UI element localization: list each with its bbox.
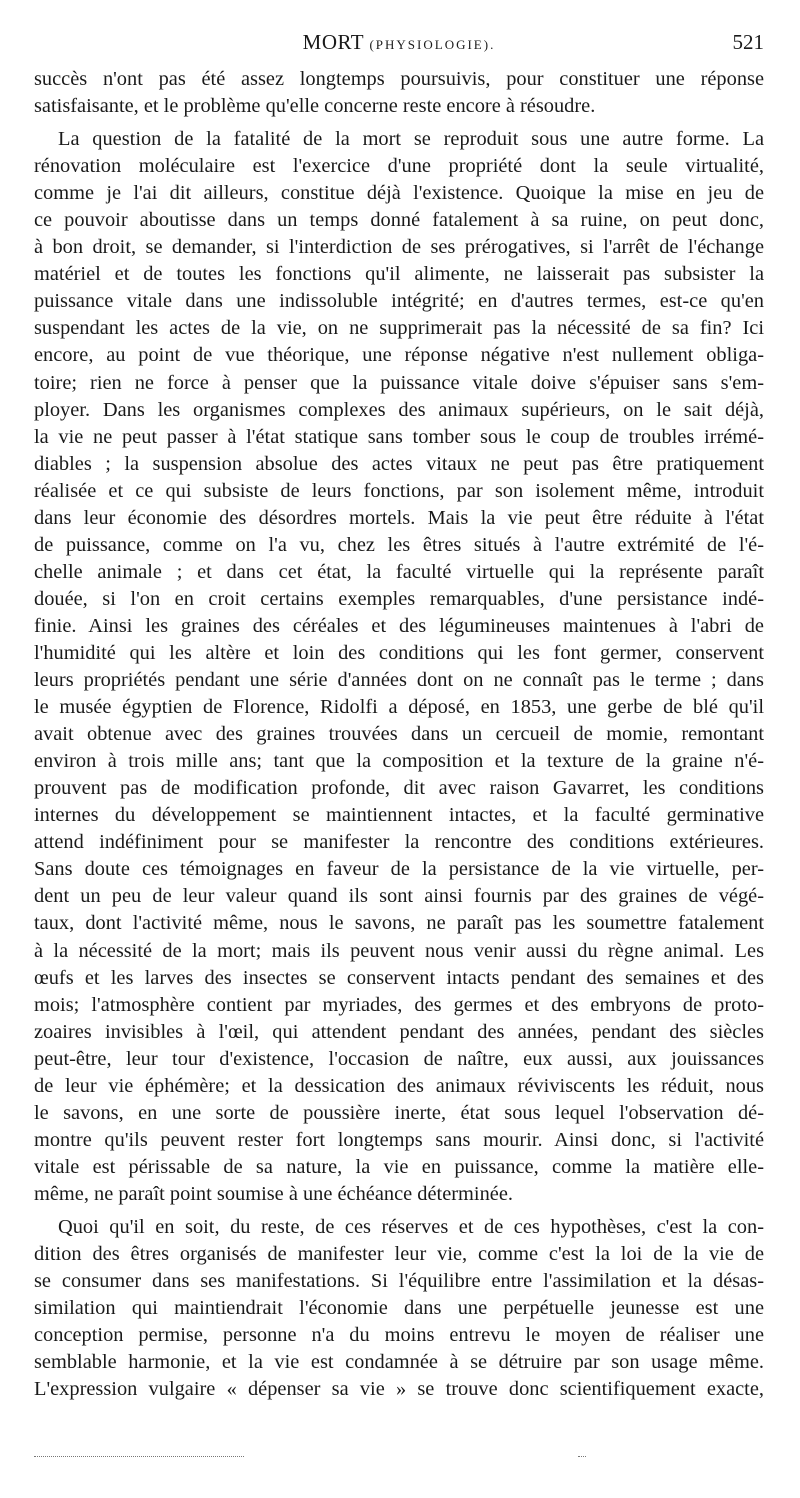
text-line: matériel et de toutes les fonctions qu'il alimente, ne laisserait pas subsister la (34, 263, 764, 286)
running-title-main: MORT (302, 30, 364, 54)
text-line: le savons, en une sorte de poussière inerte, état sous lequel l'observation dé- (34, 1101, 764, 1124)
text-line: leurs propriétés pendant une série d'années dont on ne connaît pas le terme ; dans (34, 669, 764, 692)
text-line: taux, dont l'activité même, nous le savons, ne paraît pas les soumettre fatalement (34, 912, 764, 935)
text-line: Quoi qu'il en soit, du reste, de ces réserves et de ces hypothèses, c'est la con- (58, 1215, 764, 1238)
text-line: chelle animale ; et dans cet état, la faculté virtuelle qui la représente paraît (34, 560, 764, 583)
text-line: suspendant les actes de la vie, on ne supprimerait pas la nécessité de sa fin? Ici (34, 317, 764, 340)
text-line: Sans doute ces témoignages en faveur de la persistance de la vie virtuelle, per- (34, 858, 764, 881)
text-line: à bon droit, se demander, si l'interdiction de ses prérogatives, si l'arrêt de l'échange (34, 236, 764, 259)
text-line: prouvent pas de modification profonde, dit avec raison Gavarret, les conditions (34, 777, 764, 800)
text-line: environ à trois mille ans; tant que la composition et la texture de la graine n'é- (34, 750, 764, 773)
running-title-subtitle: (PHYSIOLOGIE). (369, 37, 496, 52)
paragraph (34, 126, 764, 1208)
text-line: attend indéfiniment pour se manifester la rencontre des conditions extérieures. (34, 831, 764, 854)
text-line: même, ne paraît point soumise à une échéance déterminée. (34, 1182, 513, 1205)
text-line: similation qui maintiendrait l'économie dans une perpétuelle jeunesse est une (34, 1297, 764, 1320)
text-line: montre qu'ils peuvent rester fort longtemps sans mourir. Ainsi donc, si l'activité (34, 1128, 764, 1151)
footer-mark (578, 1456, 586, 1457)
text-line: dition des êtres organisés de manifester leur vie, comme c'est la loi de la vie de (34, 1243, 764, 1266)
paragraph (34, 1214, 764, 1403)
text-line: puissance vitale dans une indissoluble intégrité; en d'autres termes, est-ce qu'en (34, 290, 764, 313)
footer-rule (34, 1456, 244, 1457)
text-line: internes du développement se maintiennent intactes, et la faculté germinative (34, 804, 764, 827)
text-line: peut-être, leur tour d'existence, l'occasion de naître, eux aussi, aux jouissances (34, 1047, 764, 1070)
text-line: conception permise, personne n'a du moins entrevu le moyen de réaliser une (34, 1324, 764, 1347)
text-line: dent un peu de leur valeur quand ils sont ainsi fournis par des graines de végé- (34, 885, 764, 908)
text-line: œufs et les larves des insectes se conservent intacts pendant des semaines et des (34, 966, 764, 989)
text-line: La question de la fatalité de la mort se reproduit sous une autre forme. La (58, 128, 764, 151)
text-line: toire; rien ne force à penser que la puissance vitale doive s'épuiser sans s'em- (34, 371, 764, 394)
text-line: douée, si l'on en croit certains exemples remarquables, d'une persistance indé- (34, 587, 764, 610)
text-line: L'expression vulgaire « dépenser sa vie » se trouve donc scientifiquement exacte, (34, 1378, 764, 1401)
text-line: diables ; la suspension absolue des actes vitaux ne peut pas être pratiquement (34, 452, 764, 475)
text-line: l'humidité qui les altère et loin des conditions qui les font germer, conservent (34, 641, 764, 664)
paragraph (34, 66, 764, 120)
text-line: satisfaisante, et le problème qu'elle concerne reste encore à résoudre. (34, 95, 596, 118)
text-line: à la nécessité de la mort; mais ils peuvent nous venir aussi du règne animal. Les (34, 939, 764, 962)
text-line: se consumer dans ses manifestations. Si l'équilibre entre l'assimilation et la désas- (34, 1270, 764, 1293)
text-line: de leur vie éphémère; et la dessication des animaux réviviscents les réduit, nous (34, 1074, 764, 1097)
text-line: la vie ne peut passer à l'état statique sans tomber sous le coup de troubles irrémé- (34, 425, 764, 448)
running-head (34, 30, 764, 60)
text-line: zoaires invisibles à l'œil, qui attendent pendant des années, pendant des siècles (34, 1020, 764, 1043)
text-line: de puissance, comme on l'a vu, chez les êtres situés à l'autre extrémité de l'é- (34, 533, 764, 556)
text-line: finie. Ainsi les graines des céréales et des légumineuses maintenues à l'abri de (34, 614, 764, 637)
text-line: ployer. Dans les organismes complexes des animaux supérieurs, on le sait déjà, (34, 398, 764, 421)
running-title (34, 30, 764, 55)
text-line: vitale est périssable de sa nature, la vie en puissance, comme la matière elle- (34, 1155, 764, 1178)
text-line: mois; l'atmosphère contient par myriades, des germes et des embryons de proto- (34, 993, 764, 1016)
text-line: dans leur économie des désordres mortels. Mais la vie peut être réduite à l'état (34, 506, 764, 529)
text-line: semblable harmonie, et la vie est condamnée à se détruire par son usage même. (34, 1351, 764, 1374)
text-line: encore, au point de vue théorique, une réponse négative n'est nullement obliga- (34, 344, 764, 367)
text-line: succès n'ont pas été assez longtemps poursuivis, pour constituer une réponse (34, 68, 764, 90)
text-line: rénovation moléculaire est l'exercice d'une propriété dont la seule virtualité, (34, 155, 764, 178)
text-line: le musée égyptien de Florence, Ridolfi a déposé, en 1853, une gerbe de blé qu'il (34, 696, 764, 719)
text-line: comme je l'ai dit ailleurs, constitue déjà l'existence. Quoique la mise en jeu de (34, 182, 764, 205)
body-text (34, 66, 764, 1403)
text-line: réalisée et ce qui subsiste de leurs fonctions, par son isolement même, introduit (34, 479, 764, 502)
text-line: ce pouvoir aboutisse dans un temps donné fatalement à sa ruine, on peut donc, (34, 209, 764, 232)
text-line: avait obtenue avec des graines trouvées dans un cercueil de momie, remontant (34, 723, 764, 746)
page-number: 521 (732, 30, 764, 54)
